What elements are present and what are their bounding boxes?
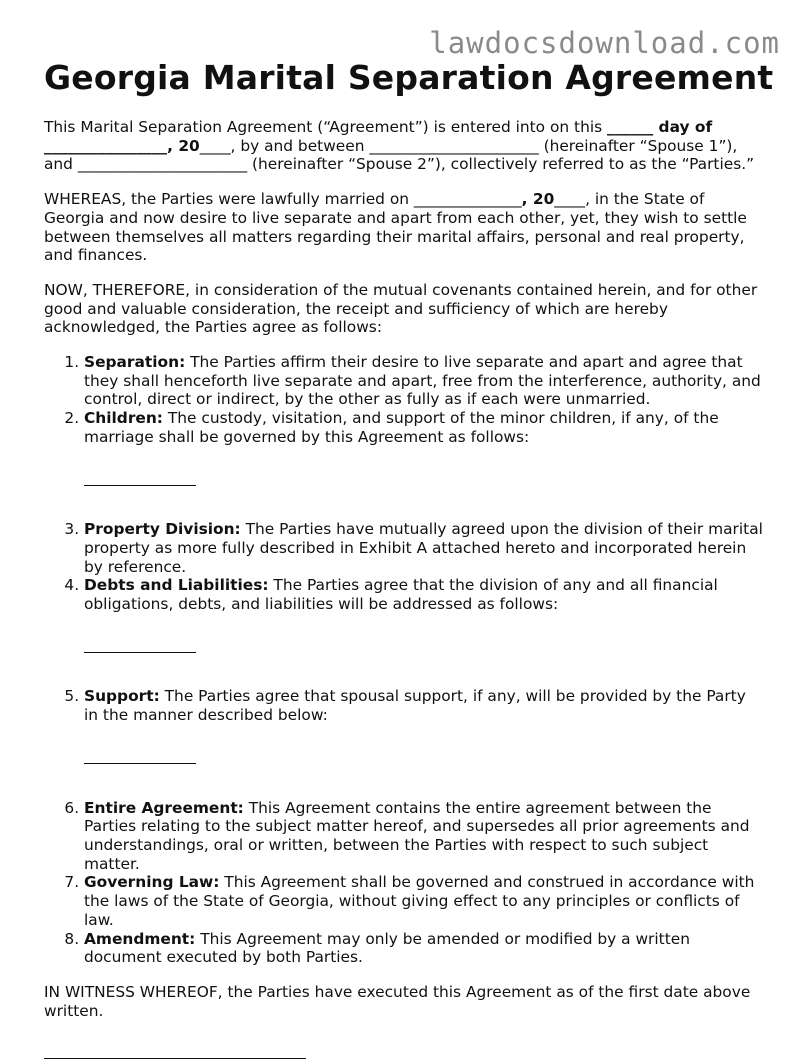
intro-text-1: This Marital Separation Agreement (“Agreement”) is entered into on this (44, 118, 608, 136)
item-heading: Children: (84, 409, 163, 428)
item-text: This Agreement may only be amended or modified by a written document executed by both Parties. (84, 929, 690, 967)
intro-day-of: day of (653, 118, 713, 136)
terms-list (44, 353, 764, 967)
item-heading: Separation: (84, 353, 186, 372)
intro-blank-year[interactable]: ____ (199, 136, 231, 155)
intro-paragraph (44, 118, 764, 174)
debts-blank-line[interactable] (84, 640, 196, 653)
intro-blank-spouse1[interactable]: ______________________ (369, 136, 539, 155)
watermark: lawdocsdownload.com (429, 26, 780, 60)
item-heading: Debts and Liabilities: (84, 576, 269, 595)
document-title: Georgia Marital Separation Agreement (44, 58, 774, 97)
item-heading: Governing Law: (84, 873, 220, 892)
item-text: This Agreement contains the entire agreement between the Parties relating to the subject matter hereof, and supersedes all prior agreements and understandings, oral or written, between the Parties with respect to such subject matter. (84, 798, 750, 873)
whereas-text-1: WHEREAS, the Parties were lawfully married on (44, 190, 414, 209)
intro-text-4: (hereinafter “Spouse 2”), collectively referred to as the “Parties.” (247, 155, 755, 174)
item-heading: Support: (84, 687, 160, 706)
list-item-support (84, 687, 764, 798)
item-text: This Agreement shall be governed and construed in accordance with the laws of the State of Georgia, without giving effect to any principles or conflicts of law. (84, 873, 755, 929)
item-text: The Parties agree that spousal support, if any, will be provided by the Party in the manner described below: (84, 687, 746, 725)
whereas-blank-year[interactable]: ____ (554, 190, 586, 209)
item-heading: Property Division: (84, 520, 241, 539)
whereas-text-2: , in the State of Georgia and now desire to live separate and apart from each other, yet, they wish to settle between themselves all matters regarding their marital affairs, personal and real property, and finances. (44, 190, 747, 265)
support-blank-line[interactable] (84, 751, 196, 764)
list-item-amendment (84, 930, 764, 967)
intro-blank-spouse2[interactable]: ______________________ (77, 155, 248, 174)
item-heading: Amendment: (84, 929, 196, 948)
intro-text-2: , by and between (230, 136, 370, 155)
list-item-governing-law (84, 873, 764, 929)
list-item-separation (84, 353, 764, 409)
list-item-children (84, 409, 764, 520)
now-therefore-paragraph: NOW, THEREFORE, in consideration of the mutual covenants contained herein, and for other good and valuable consideration, the receipt and sufficiency of which are hereby acknowledged, the Parties agree as follows: (44, 280, 758, 337)
intro-blank-day[interactable]: ______ (607, 118, 654, 136)
whereas-blank-date[interactable]: ______________ (413, 190, 522, 209)
children-blank-line[interactable] (84, 473, 196, 486)
list-item-entire-agreement (84, 799, 764, 874)
document-body (44, 118, 764, 1059)
list-item-property-division (84, 520, 764, 576)
item-text: The Parties have mutually agreed upon the division of their marital property as more fully described in Exhibit A attached hereto and incorporated herein by reference. (84, 520, 763, 576)
item-text: The Parties affirm their desire to live separate and apart and agree that they shall henceforth live separate and apart, free from the interference, authority, and control, direct or indirect, by the other as fully as if each were unmarried. (84, 353, 761, 409)
whereas-paragraph (44, 190, 764, 265)
intro-blank-date[interactable]: ________________, 20 (44, 136, 200, 155)
list-item-debts (84, 576, 764, 687)
item-text: The Parties agree that the division of any and all financial obligations, debts, and liabilities will be addressed as follows: (84, 576, 718, 614)
intro-text-3: (hereinafter “Spouse 1”), and (44, 136, 738, 174)
witness-paragraph: IN WITNESS WHEREOF, the Parties have executed this Agreement as of the first date above written. (44, 982, 751, 1020)
item-heading: Entire Agreement: (84, 798, 244, 817)
whereas-year-prefix: , 20 (521, 190, 555, 209)
item-text: The custody, visitation, and support of the minor children, if any, of the marriage shall be governed by this Agreement as follows: (84, 409, 719, 446)
